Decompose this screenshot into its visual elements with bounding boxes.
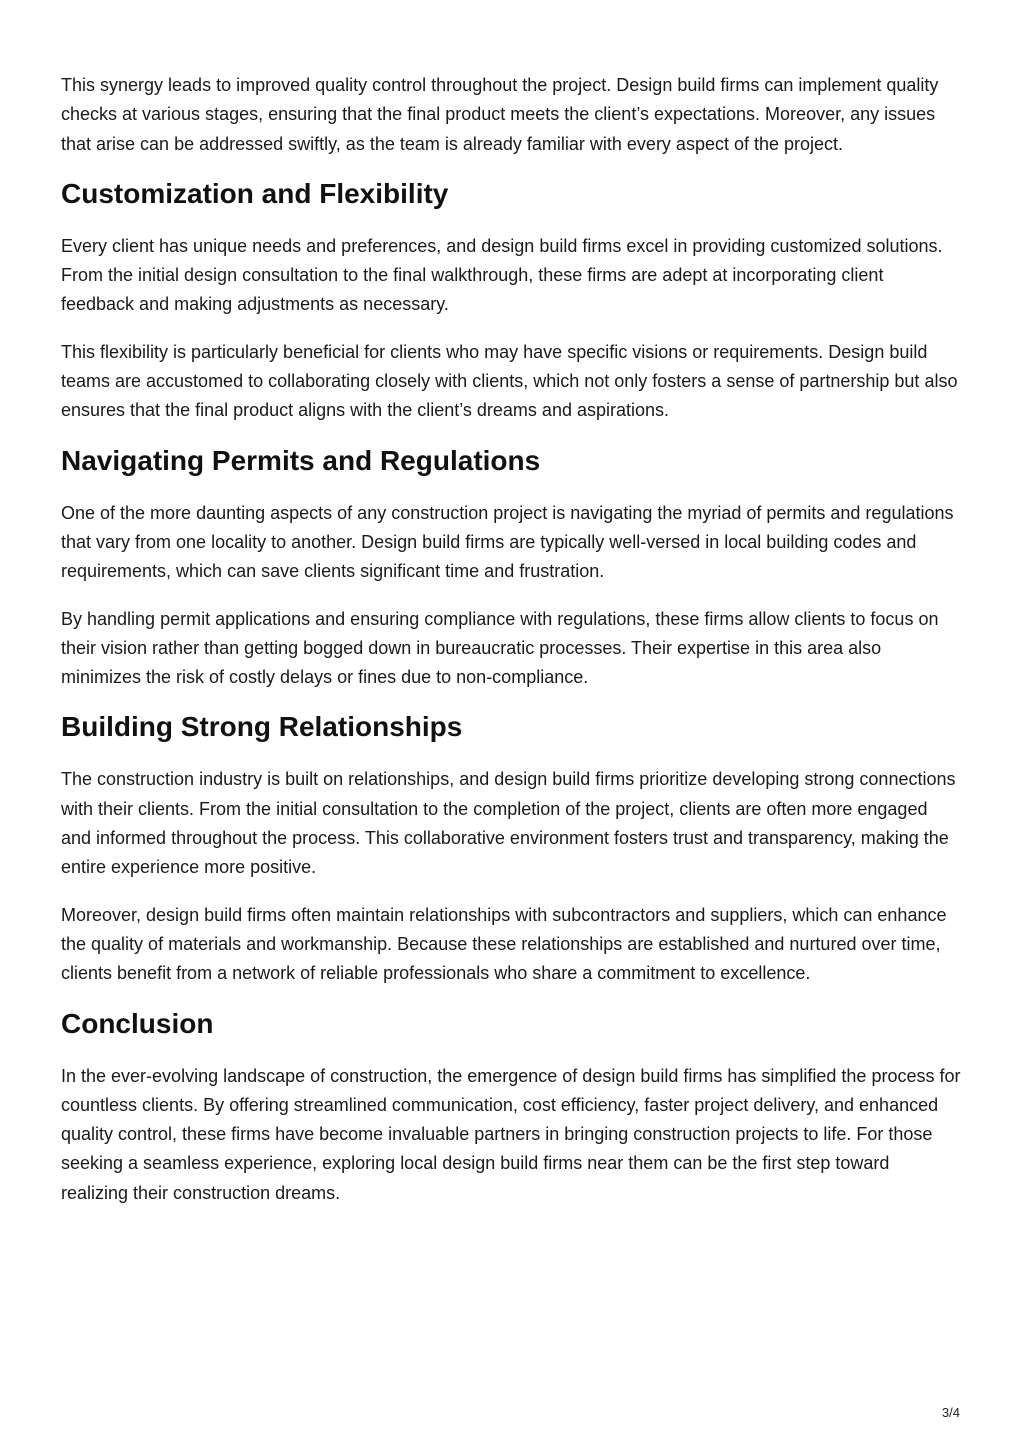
- heading-permits: Navigating Permits and Regulations: [61, 444, 541, 476]
- heading-conclusion: Conclusion: [61, 1007, 214, 1039]
- heading-customization: Customization and Flexibility: [61, 177, 449, 209]
- customization-paragraph-2: This flexibility is particularly beneficial for clients who may have specific visions or requirements. Design build teams are accustomed to collaborating closely with clients, which not only fosters a sense of partnership but also ensures that the final product aligns with the client’s dreams and aspirations.: [61, 341, 958, 421]
- page-number: 3/4: [941, 1405, 960, 1420]
- customization-paragraph-1: Every client has unique needs and preferences, and design build firms excel in providing customized solutions. From the initial design consultation to the final walkthrough, these firms are adept at incorporating client feedback and making adjustments as necessary.: [61, 235, 943, 315]
- relationships-paragraph-2: Moreover, design build firms often maintain relationships with subcontractors and suppliers, which can enhance the quality of materials and workmanship. Because these relationships are established and nurtured over time, clients benefit from a network of reliable professionals who share a commitment to excellence.: [61, 904, 947, 984]
- relationships-paragraph-1: The construction industry is built on relationships, and design build firms prioritize developing strong connections with their clients. From the initial consultation to the completion of the project, clients are often more engaged and informed throughout the process. This collaborative environment fosters trust and transparency, making the entire experience more positive.: [61, 769, 956, 878]
- permits-paragraph-1: One of the more daunting aspects of any construction project is navigating the myriad of permits and regulations that vary from one locality to another. Design build firms are typically well-versed in local building codes and requirements, which can save clients significant time and frustration.: [61, 502, 954, 582]
- intro-paragraph: This synergy leads to improved quality control throughout the project. Design build firms can implement quality checks at various stages, ensuring that the final product meets the client’s expectations. Moreover, any issues that arise can be addressed swiftly, as the team is already familiar with every aspect of the project.: [61, 75, 939, 154]
- heading-relationships: Building Strong Relationships: [61, 711, 463, 743]
- conclusion-paragraph: In the ever-evolving landscape of construction, the emergence of design build firms has simplified the process for countless clients. By offering streamlined communication, cost efficiency, faster project delivery, and enhanced quality control, these firms have become invaluable partners in bringing construction projects to life. For those seeking a seamless experience, exploring local design build firms near them can be the first step toward realizing their construction dreams.: [61, 1065, 961, 1203]
- document-body: [61, 71, 961, 1226]
- permits-paragraph-2: By handling permit applications and ensuring compliance with regulations, these firms allow clients to focus on their vision rather than getting bogged down in bureaucratic processes. Their expertise in this area also minimizes the risk of costly delays or fines due to non-compliance.: [61, 608, 939, 688]
